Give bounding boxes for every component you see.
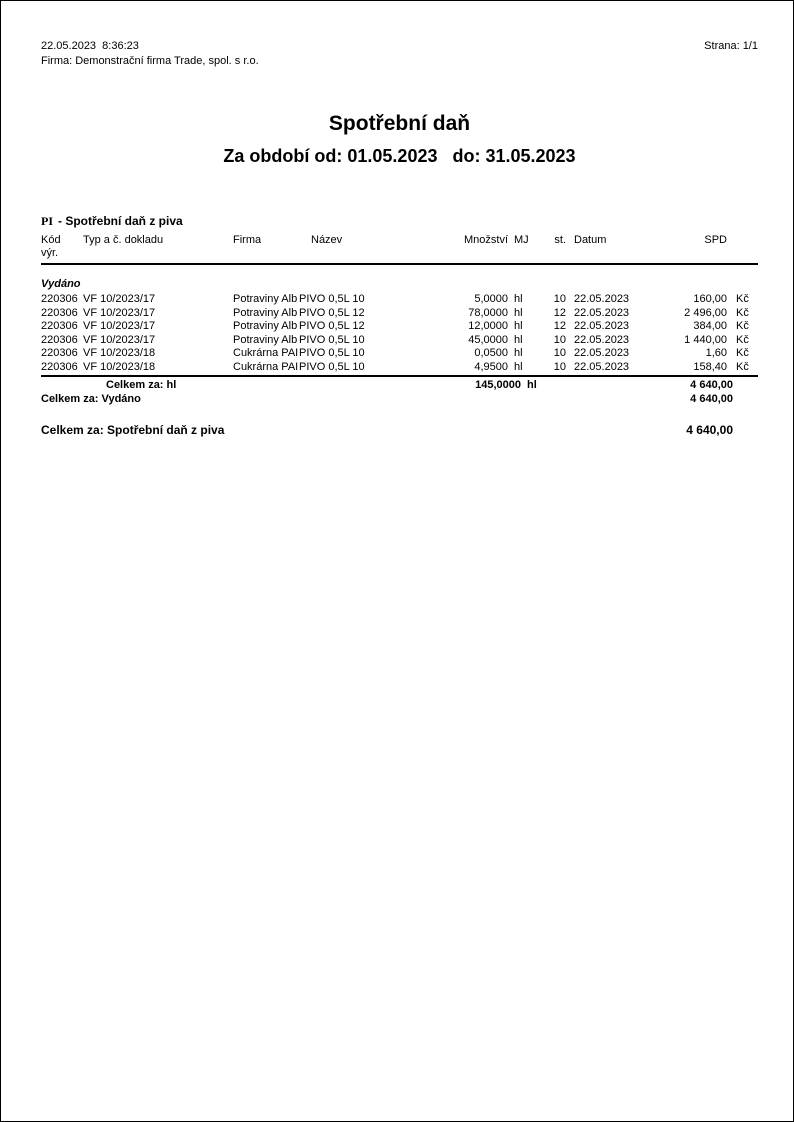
group-label: Vydáno — [41, 278, 81, 290]
table-row — [41, 334, 758, 348]
grand-total-row — [41, 423, 758, 438]
cell-datum: 22.05.2023 — [574, 306, 630, 319]
cell-spd: 160,00 — [693, 293, 727, 305]
cell-typ: VF 10/2023/17 — [83, 333, 156, 346]
cell-datum: 22.05.2023 — [574, 347, 630, 359]
cell-kod: 220306 — [41, 293, 78, 305]
cell-mena: Kč — [736, 333, 749, 346]
cell-mena: Kč — [736, 360, 749, 373]
report-period: Za období od: 01.05.2023 do: 31.05.2023 — [223, 146, 576, 166]
col-header-kod-line1: Kód — [41, 234, 61, 246]
cell-firma: Potraviny Alb — [233, 293, 298, 305]
cell-datum: 22.05.2023 — [574, 293, 630, 305]
cell-typ: VF 10/2023/17 — [83, 320, 156, 332]
col-header-datum: Datum — [574, 234, 607, 246]
table-row — [41, 293, 758, 307]
col-header-spd: SPD — [704, 234, 727, 246]
cell-typ: VF 10/2023/17 — [83, 306, 156, 319]
cell-firma: Potraviny Alb — [233, 320, 298, 332]
col-header-mj: MJ — [514, 234, 529, 246]
table-header-row — [41, 234, 758, 265]
cell-nazev: PIVO 0,5L 12 — [299, 306, 365, 319]
cell-mj: hl — [514, 320, 523, 332]
cell-st: 10 — [553, 333, 566, 346]
cell-spd: 1 440,00 — [684, 333, 727, 346]
cell-mnozstvi: 4,9500 — [474, 360, 508, 373]
cell-nazev: PIVO 0,5L 10 — [299, 360, 365, 373]
cell-mj: hl — [514, 347, 523, 359]
group-total-label: Celkem za: Vydáno — [41, 392, 141, 405]
cell-mnozstvi: 0,0500 — [474, 347, 508, 359]
grand-total-label: Celkem za: Spotřební daň z piva — [41, 423, 225, 437]
firm-name: Firma: Demonstrační firma Trade, spol. s r.o. — [41, 55, 259, 67]
cell-spd: 158,40 — [693, 360, 727, 373]
cell-mena: Kč — [736, 320, 749, 332]
cell-mnozstvi: 12,0000 — [468, 320, 508, 332]
table-row — [41, 361, 758, 375]
cell-typ: VF 10/2023/18 — [83, 347, 156, 359]
cell-datum: 22.05.2023 — [574, 360, 630, 373]
cell-kod: 220306 — [41, 347, 78, 359]
cell-typ: VF 10/2023/17 — [83, 293, 156, 305]
cell-spd: 2 496,00 — [684, 306, 727, 319]
section-code: PI — [41, 214, 53, 228]
unit-total-spd: 4 640,00 — [690, 379, 733, 391]
cell-typ: VF 10/2023/18 — [83, 360, 156, 373]
grand-total-spd: 4 640,00 — [686, 423, 733, 437]
col-header-st: st. — [554, 234, 566, 246]
col-header-firma: Firma — [233, 234, 262, 246]
cell-kod: 220306 — [41, 360, 78, 373]
table-row — [41, 347, 758, 361]
cell-firma: Potraviny Alb — [233, 333, 298, 346]
cell-mj: hl — [514, 360, 523, 373]
cell-mnozstvi: 5,0000 — [474, 293, 508, 305]
cell-datum: 22.05.2023 — [574, 333, 630, 346]
print-datetime: 22.05.2023 8:36:23 — [41, 40, 139, 52]
cell-spd: 1,60 — [705, 347, 727, 359]
cell-spd: 384,00 — [693, 320, 727, 332]
cell-kod: 220306 — [41, 306, 78, 319]
cell-st: 12 — [553, 306, 566, 319]
col-header-nazev: Název — [311, 234, 343, 246]
col-header-kod-vyr — [41, 234, 83, 260]
col-header-mnozstvi: Množství — [463, 234, 508, 246]
report-title: Spotřební daň — [328, 112, 471, 135]
cell-nazev: PIVO 0,5L 10 — [299, 333, 365, 346]
cell-st: 10 — [553, 293, 566, 305]
col-header-kod-line2: výr. — [41, 247, 59, 259]
cell-mena: Kč — [736, 347, 749, 359]
cell-mj: hl — [514, 306, 523, 319]
cell-nazev: PIVO 0,5L 10 — [299, 293, 365, 305]
cell-mena: Kč — [736, 306, 749, 319]
cell-mnozstvi: 45,0000 — [468, 333, 508, 346]
unit-total-row — [41, 379, 758, 393]
cell-st: 10 — [553, 360, 566, 373]
unit-total-label: Celkem za: hl — [106, 379, 177, 391]
cell-nazev: PIVO 0,5L 10 — [299, 347, 365, 359]
cell-st: 10 — [553, 347, 566, 359]
tax-table — [41, 234, 758, 406]
cell-mnozstvi: 78,0000 — [468, 306, 508, 319]
cell-mj: hl — [514, 333, 523, 346]
cell-mena: Kč — [736, 293, 749, 305]
group-total-row — [41, 393, 758, 407]
cell-firma: Potraviny Alb — [233, 306, 298, 319]
table-row — [41, 320, 758, 334]
cell-firma: Cukrárna PAI — [233, 360, 299, 373]
group-total-spd: 4 640,00 — [690, 392, 733, 405]
cell-mj: hl — [514, 293, 523, 305]
cell-firma: Cukrárna PAI — [233, 347, 299, 359]
totals-block — [41, 375, 758, 406]
cell-kod: 220306 — [41, 333, 78, 346]
page-header — [41, 39, 758, 54]
page-number: Strana: 1/1 — [704, 40, 758, 52]
section-heading — [41, 214, 758, 229]
col-header-typ: Typ a č. dokladu — [83, 234, 164, 246]
table-row — [41, 307, 758, 321]
unit-total-mj: hl — [527, 379, 537, 391]
section-title: - Spotřební daň z piva — [58, 214, 183, 228]
cell-kod: 220306 — [41, 320, 78, 332]
unit-total-qty: 145,0000 — [475, 379, 521, 391]
cell-st: 12 — [553, 320, 566, 332]
cell-datum: 22.05.2023 — [574, 320, 630, 332]
report-content — [41, 39, 758, 438]
cell-nazev: PIVO 0,5L 12 — [299, 320, 365, 332]
